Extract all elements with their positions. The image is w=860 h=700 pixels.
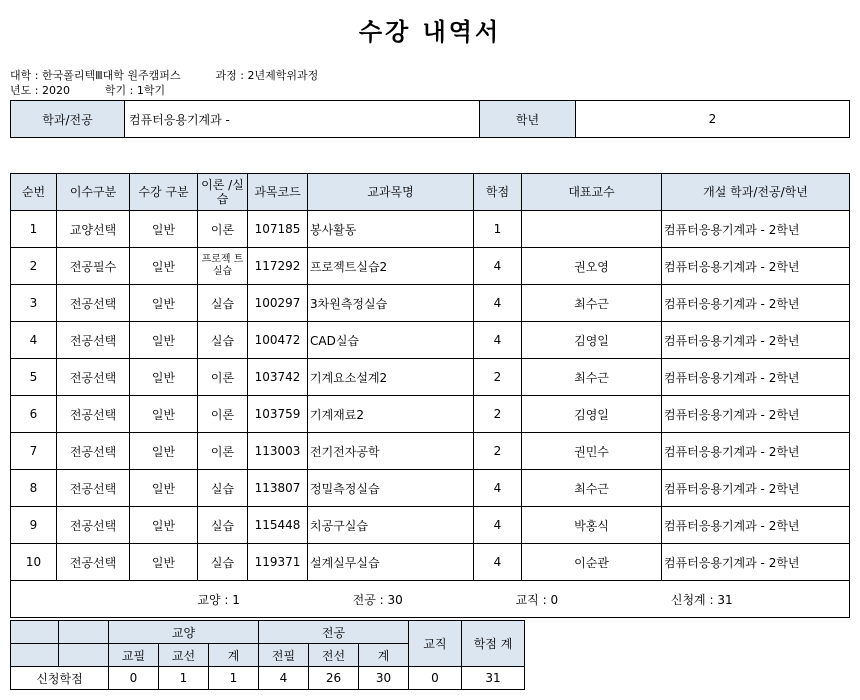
cell-professor: 이순관 (522, 544, 662, 581)
cell-no: 4 (11, 322, 57, 359)
cell-code: 117292 (248, 248, 308, 285)
cell-credit: 4 (474, 285, 522, 322)
cell-professor: 최수근 (522, 359, 662, 396)
table-row (11, 396, 850, 433)
cell-credit: 4 (474, 544, 522, 581)
cell-type: 전공선택 (57, 359, 130, 396)
cell-professor: 박홍식 (522, 507, 662, 544)
cell-course-name: 치공구실습 (308, 507, 474, 544)
cell-kind: 실습 (198, 507, 248, 544)
cell-course-name: 전기전자공학 (308, 433, 474, 470)
cell-course-name: 설계실무실습 (308, 544, 474, 581)
info-line-term: 년도 : 2020 학기 : 1학기 (10, 84, 166, 97)
value-major-sum: 30 (359, 667, 409, 690)
cell-credit: 4 (474, 507, 522, 544)
row-label-applied-credits: 신청학점 (11, 667, 109, 690)
cell-dept: 컴퓨터응용기계과 - 2학년 (662, 285, 850, 322)
cell-kind: 실습 (198, 285, 248, 322)
cell-type: 전공선택 (57, 322, 130, 359)
cell-professor: 권오영 (522, 248, 662, 285)
cell-course-name: CAD실습 (308, 322, 474, 359)
cell-code: 113807 (248, 470, 308, 507)
table-row (11, 322, 850, 359)
col-header-credit: 학점 (474, 174, 522, 211)
cell-kind: 이론 (198, 433, 248, 470)
table-row (11, 544, 850, 581)
summary-major: 전공 : 30 (352, 592, 403, 607)
cell-reg: 일반 (130, 433, 198, 470)
cell-dept: 컴퓨터응용기계과 - 2학년 (662, 470, 850, 507)
cell-credit: 2 (474, 433, 522, 470)
cell-credit: 2 (474, 396, 522, 433)
summary-teaching: 교직 : 0 (515, 592, 559, 607)
sub-header-major-sum: 계 (359, 644, 409, 667)
cell-course-name: 3차원측정실습 (308, 285, 474, 322)
cell-code: 103759 (248, 396, 308, 433)
col-header-code: 과목코드 (248, 174, 308, 211)
cell-dept: 컴퓨터응용기계과 - 2학년 (662, 544, 850, 581)
cell-reg: 일반 (130, 507, 198, 544)
value-elective-liberal: 1 (159, 667, 209, 690)
cell-course-name: 기계재료2 (308, 396, 474, 433)
cell-type: 전공선택 (57, 507, 130, 544)
corner-cell-b (59, 621, 109, 644)
teaching-header: 교직 (409, 621, 462, 667)
cell-no: 6 (11, 396, 57, 433)
cell-type: 전공선택 (57, 470, 130, 507)
table-row (11, 359, 850, 396)
sub-header-elective-major: 전선 (309, 644, 359, 667)
col-header-kind: 이론 /실습 (198, 174, 248, 211)
cell-dept: 컴퓨터응용기계과 - 2학년 (662, 396, 850, 433)
cell-kind: 이론 (198, 396, 248, 433)
cell-dept: 컴퓨터응용기계과 - 2학년 (662, 211, 850, 248)
cell-reg: 일반 (130, 248, 198, 285)
value-required-major: 4 (259, 667, 309, 690)
col-header-reg: 수강 구분 (130, 174, 198, 211)
value-liberal-sum: 1 (209, 667, 259, 690)
cell-course-name: 기계요소설계2 (308, 359, 474, 396)
cell-type: 전공선택 (57, 544, 130, 581)
col-header-type: 이수구분 (57, 174, 130, 211)
cell-reg: 일반 (130, 396, 198, 433)
cell-course-name: 프로젝트실습2 (308, 248, 474, 285)
cell-no: 1 (11, 211, 57, 248)
cell-dept: 컴퓨터응용기계과 - 2학년 (662, 248, 850, 285)
table-row (11, 248, 850, 285)
liberal-group-header: 교양 (109, 621, 259, 644)
major-group-header: 전공 (259, 621, 409, 644)
cell-reg: 일반 (130, 359, 198, 396)
cell-professor: 김영일 (522, 396, 662, 433)
info-line-school: 대학 : 한국폴리텍Ⅲ대학 원주캠퍼스 과정 : 2년제학위과정 (10, 69, 319, 82)
cell-code: 115448 (248, 507, 308, 544)
course-table (10, 173, 850, 618)
sub-header-required-liberal: 교필 (109, 644, 159, 667)
cell-no: 2 (11, 248, 57, 285)
cell-reg: 일반 (130, 544, 198, 581)
col-header-prof: 대표교수 (522, 174, 662, 211)
cell-dept: 컴퓨터응용기계과 - 2학년 (662, 322, 850, 359)
cell-kind: 실습 (198, 470, 248, 507)
cell-code: 119371 (248, 544, 308, 581)
cell-reg: 일반 (130, 211, 198, 248)
col-header-dept: 개설 학과/전공/학년 (662, 174, 850, 211)
col-header-no: 순번 (11, 174, 57, 211)
credit-total-header: 학점 계 (462, 621, 525, 667)
cell-kind: 이론 (198, 211, 248, 248)
course-header-row (11, 174, 850, 211)
cell-no: 7 (11, 433, 57, 470)
dept-value: 컴퓨터응용기계과 - (125, 101, 480, 138)
cell-no: 5 (11, 359, 57, 396)
cell-credit: 4 (474, 322, 522, 359)
table-row (11, 285, 850, 322)
cell-code: 107185 (248, 211, 308, 248)
cell-professor: 최수근 (522, 285, 662, 322)
cell-professor: 최수근 (522, 470, 662, 507)
value-teaching: 0 (409, 667, 462, 690)
cell-reg: 일반 (130, 285, 198, 322)
credit-summary-table (10, 620, 525, 690)
cell-code: 100472 (248, 322, 308, 359)
corner-cell-a (11, 621, 59, 644)
summary-liberal: 교양 : 1 (197, 592, 240, 607)
cell-kind: 실습 (198, 322, 248, 359)
sub-header-required-major: 전필 (259, 644, 309, 667)
cell-professor: 권민수 (522, 433, 662, 470)
cell-course-name: 봉사활동 (308, 211, 474, 248)
value-credit-total: 31 (462, 667, 525, 690)
sub-header-liberal-sum: 계 (209, 644, 259, 667)
cell-credit: 1 (474, 211, 522, 248)
value-elective-major: 26 (309, 667, 359, 690)
table-row (11, 433, 850, 470)
cell-dept: 컴퓨터응용기계과 - 2학년 (662, 359, 850, 396)
cell-reg: 일반 (130, 470, 198, 507)
sub-header-elective-liberal: 교선 (159, 644, 209, 667)
page-title: 수강 내역서 (358, 18, 502, 46)
cell-code: 100297 (248, 285, 308, 322)
cell-no: 8 (11, 470, 57, 507)
cell-credit: 2 (474, 359, 522, 396)
cell-code: 113003 (248, 433, 308, 470)
dept-label: 학과/전공 (11, 101, 125, 138)
cell-reg: 일반 (130, 322, 198, 359)
corner-cell-d (59, 644, 109, 667)
cell-code: 103742 (248, 359, 308, 396)
col-header-name: 교과목명 (308, 174, 474, 211)
cell-kind: 실습 (198, 544, 248, 581)
cell-type: 교양선택 (57, 211, 130, 248)
cell-no: 9 (11, 507, 57, 544)
table-row (11, 507, 850, 544)
value-required-liberal: 0 (109, 667, 159, 690)
table-row (11, 470, 850, 507)
grade-value: 2 (576, 101, 850, 138)
cell-type: 전공필수 (57, 248, 130, 285)
summary-total: 신청계 : 31 (670, 592, 733, 607)
cell-type: 전공선택 (57, 433, 130, 470)
cell-dept: 컴퓨터응용기계과 - 2학년 (662, 433, 850, 470)
cell-type: 전공선택 (57, 285, 130, 322)
cell-dept: 컴퓨터응용기계과 - 2학년 (662, 507, 850, 544)
cell-no: 10 (11, 544, 57, 581)
cell-credit: 4 (474, 248, 522, 285)
cell-type: 전공선택 (57, 396, 130, 433)
cell-kind: 이론 (198, 359, 248, 396)
cell-kind: 프로젝 트실습 (198, 248, 248, 285)
student-info-table (10, 100, 850, 138)
corner-cell-c (11, 644, 59, 667)
cell-professor: 김영일 (522, 322, 662, 359)
table-row (11, 211, 850, 248)
cell-no: 3 (11, 285, 57, 322)
cell-professor (522, 211, 662, 248)
cell-course-name: 정밀측정실습 (308, 470, 474, 507)
cell-credit: 4 (474, 470, 522, 507)
grade-label: 학년 (480, 101, 576, 138)
summary-row (11, 581, 850, 618)
